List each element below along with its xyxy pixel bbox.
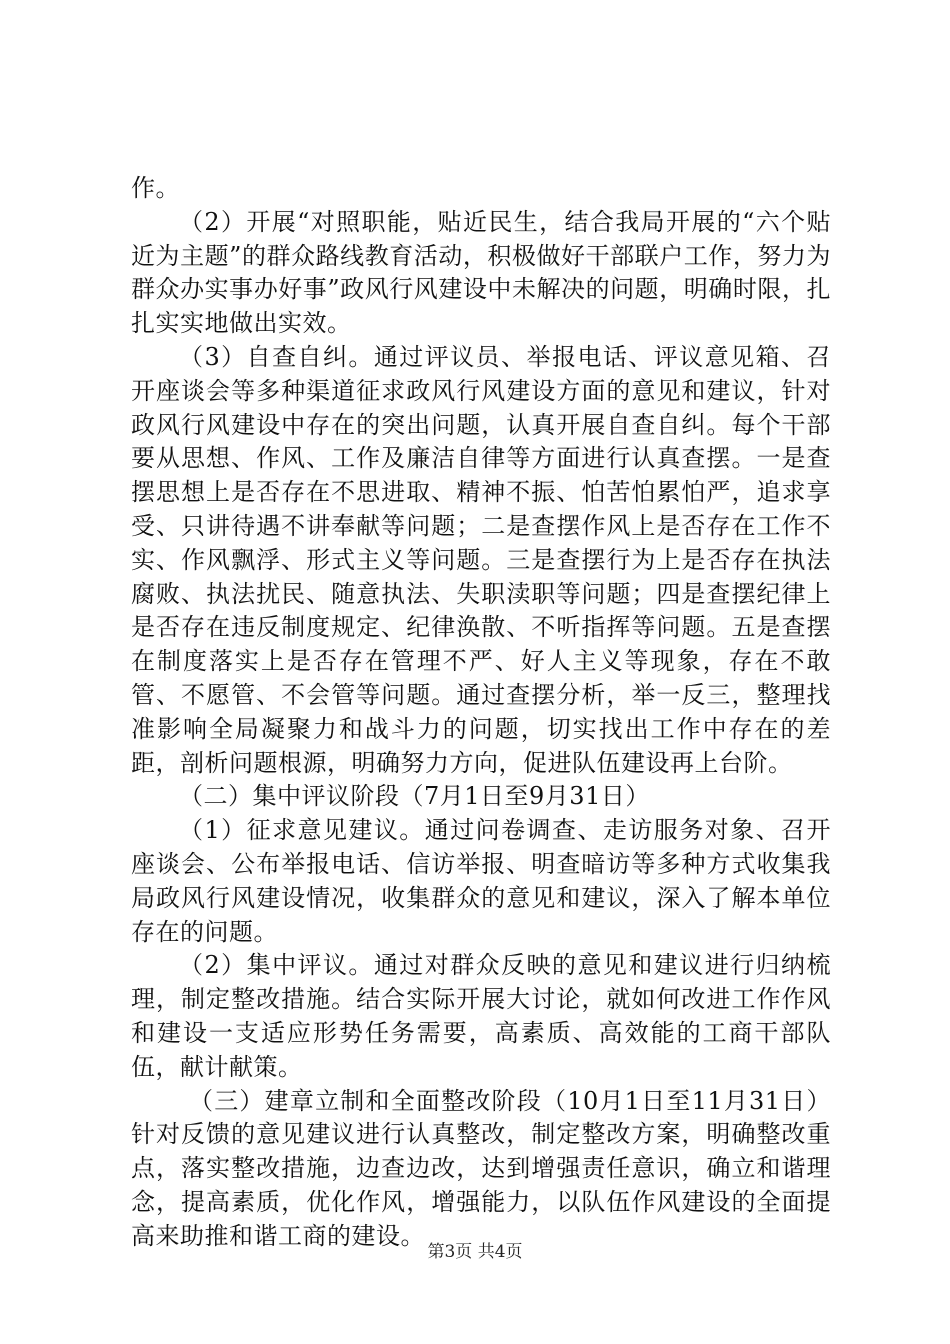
paragraph-continuation: 作。: [131, 174, 180, 202]
paragraph-item-3-self-inspection: （3）自查自纠。通过评议员、举报电话、评议意见箱、召开座谈会等多种渠道征求政风行风建设方面的意见和建议，针对政风行风建设中存在的突出问题，认真开展自查自纠。每个干部要从思想、作风、工作及廉洁自律等方面进行认真查摆。一是查摆思想上是否存在不思进取、精神不振、怕苦怕累怕严，追求享受、只讲待遇不讲奉献等问题；二是查摆作风上是否存在工作不实、作风飘浮、形式主义等问题。三是查摆行为上是否存在执法腐败、执法扰民、随意执法、失职渎职等问题；四是查摆纪律上是否存在违反制度规定、纪律涣散、不听指挥等问题。五是查摆在制度落实上是否存在管理不严、好人主义等现象，存在不敢管、不愿管、不会管等问题。通过查摆分析，举一反三，整理找准影响全局凝聚力和战斗力的问题，切实找出工作中存在的差距，剖析问题根源，明确努力方向，促进队伍建设再上台阶。: [131, 342, 831, 777]
paragraph-rectification-stage: （三）建章立制和全面整改阶段（10月1日至11月31日）针对反馈的意见建议进行认真整改，制定整改方案，明确整改重点，落实整改措施，边查边改，达到增强责任意识，确立和谐理念，提高素质，优化作风，增强能力，以队伍作风建设的全面提高来助推和谐工商的建设。: [131, 1086, 831, 1250]
paragraph-item-2-contact-households: （2）开展“对照职能，贴近民生，结合我局开展的“六个贴近为主题”的群众路线教育活动，积极做好干部联户工作，努力为群众办实事办好事”政风行风建设中未解决的问题，明确时限，扎扎实实地做出实效。: [131, 207, 831, 338]
paragraph-item-1-solicit-opinions: （1）征求意见建议。通过问卷调查、走访服务对象、召开座谈会、公布举报电话、信访举报、明查暗访等多种方式收集我局政风行风建设情况，收集群众的意见和建议，深入了解本单位存在的问题。: [131, 816, 831, 946]
section-heading-centralized-review: （二）集中评议阶段（7月1日至9月31日）: [179, 782, 650, 811]
document-body: [131, 172, 831, 1254]
page-number-footer: 第3页 共4页: [427, 1242, 523, 1262]
paragraph-item-2-centralized-review: （2）集中评议。通过对群众反映的意见和建议进行归纳梳理，制定整改措施。结合实际开展大讨论，就如何改进工作作风和建设一支适应形势任务需要，高素质、高效能的工商干部队伍，献计献策。: [131, 951, 831, 1081]
